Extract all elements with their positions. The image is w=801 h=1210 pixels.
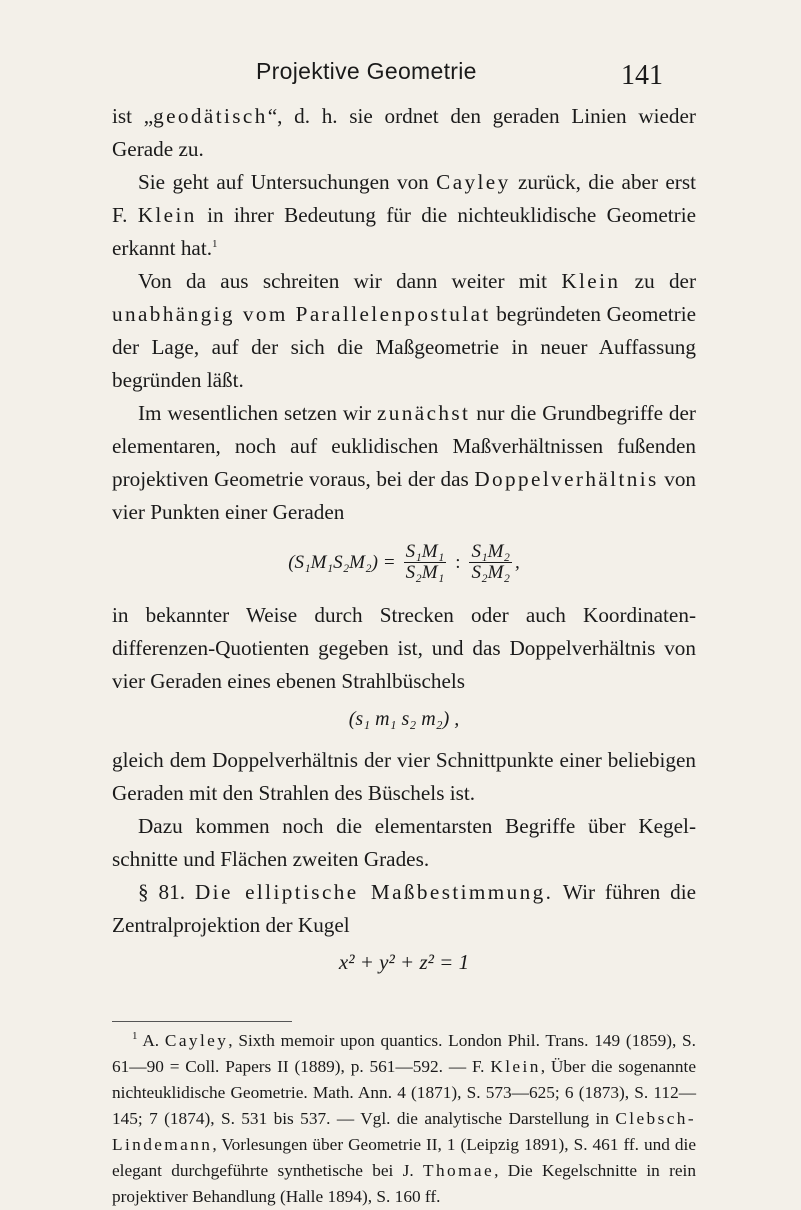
text-run: Wir führen die Zentralprojektion der Kugel — [112, 880, 697, 937]
text-run: zu der — [620, 269, 696, 293]
fraction-2 — [469, 542, 512, 583]
author-name: Cayley — [164, 1031, 229, 1050]
fraction-2-denominator: S₂M₂ — [471, 561, 511, 583]
text-run: , Über die sogenannte nichteuklidische Geometrie. Math. Ann. 4 (1871), S. 573—625; 6 (1873), S. 112—145; 7 (1874), S. 531 bis 537. — Vgl. die analytische Darstellung in — [112, 1057, 697, 1128]
running-head: Projektive Geometrie — [256, 58, 477, 84]
text-run: , Sixth memoir upon quantics. London Phil. Trans. 149 (1859), S. 61—90 = Coll. Papers II (1889), p. 561—592. — F. — [112, 1031, 696, 1076]
footnote — [112, 1028, 696, 1210]
spaced-term: unabhängig vom Parallelenpostulat — [112, 302, 491, 326]
spaced-term: geodätisch — [153, 104, 268, 128]
fraction-2-numerator: S₁M₂ — [471, 540, 511, 562]
section-title: Die elliptische Maßbestimmung. — [194, 880, 554, 904]
section-number: § 81. — [138, 880, 186, 904]
pencil-cross-ratio: (s₁ m₁ s₂ m₂) , — [348, 708, 460, 730]
author-name: Klein — [137, 203, 197, 227]
paragraph-4 — [112, 397, 696, 529]
paragraph-7: Dazu kommen noch die elementarsten Begriffe über Kegelschnitte und Flächen zweiten Grades. — [112, 814, 696, 871]
text-run: Im wesentlichen setzen wir — [138, 401, 377, 425]
text-run: Sie geht auf Untersuchungen von — [138, 170, 437, 194]
paragraph-6: gleich dem Doppelverhältnis der vier Schnittpunkte einer beliebigen Geraden mit den Strahlen des Büschels ist. — [112, 748, 696, 805]
text-run: in ihrer Bedeutung für die nichteuklidische Geometrie erkannt hat. — [112, 203, 696, 260]
text-run: , Die Kegelschnitte in rein projektiver Behandlung (Halle 1894), S. 160 ff. — [112, 1161, 696, 1206]
page-header — [0, 58, 801, 92]
text-run: A. — [137, 1031, 165, 1050]
paragraph-1 — [112, 100, 696, 166]
text-run: , Vorlesungen über Geometrie II, 1 (Leipzig 1891), S. 461 ff. und die elegant durchgeführte synthetische bei J. — [112, 1135, 696, 1180]
body-text — [112, 100, 696, 986]
equals-sign: = — [383, 551, 395, 573]
fraction-1-numerator: S₁M₁ — [405, 540, 445, 562]
paragraph-5: in bekannter Weise durch Strecken oder auch Koordinatendifferenzen-Quotienten gegeben ist, und das Doppelverhältnis von vier Geraden eines ebenen Strahlbüschels — [112, 603, 696, 693]
cross-ratio-lhs: (S₁M₁S₂M₂) — [288, 551, 378, 573]
text-run: von vier Punkten einer Geraden — [112, 467, 697, 524]
sphere-equation: x² + y² + z² = 1 — [338, 950, 470, 974]
author-name: Klein — [561, 269, 621, 293]
cross-ratio-equation — [112, 531, 696, 593]
text-run: “, d. h. sie ordnet den geraden Linien wieder Gerade zu. — [112, 104, 696, 161]
text-run: zurück, die aber erst F. — [112, 170, 696, 227]
trailing-comma: , — [515, 551, 520, 573]
text-run: nur die Grundbegriffe der elementaren, noch auf euklidischen Maßverhältnissen fußenden projektiven Geometrie voraus, bei der das — [112, 401, 696, 491]
fraction-1 — [404, 542, 447, 583]
text-run: ist „ — [112, 104, 154, 128]
author-name: Klein — [490, 1057, 541, 1076]
spaced-term: Doppelverhältnis — [474, 467, 659, 491]
footnote-reference: 1 — [212, 237, 218, 250]
spaced-term: zunächst — [377, 401, 471, 425]
footnote-mark: 1 — [132, 1030, 138, 1043]
footnote-1 — [112, 1028, 696, 1210]
colon-operator: : — [455, 551, 461, 573]
fraction-1-denominator: S₂M₁ — [405, 561, 445, 583]
author-name: Thomae — [423, 1161, 495, 1180]
text-run: begründeten Geometrie der Lage, auf der sich die Maßgeometrie in neuer Auffassung begründen läßt. — [112, 302, 696, 392]
page-number: 141 — [621, 60, 663, 91]
footnote-rule — [112, 1021, 292, 1022]
section-81 — [112, 876, 696, 942]
author-name: Clebsch-Lindemann — [112, 1109, 696, 1154]
author-name: Cayley — [436, 170, 511, 194]
paragraph-2 — [112, 166, 696, 265]
paragraph-3 — [112, 265, 696, 397]
text-run: Von da aus schreiten wir dann weiter mit — [138, 269, 562, 293]
